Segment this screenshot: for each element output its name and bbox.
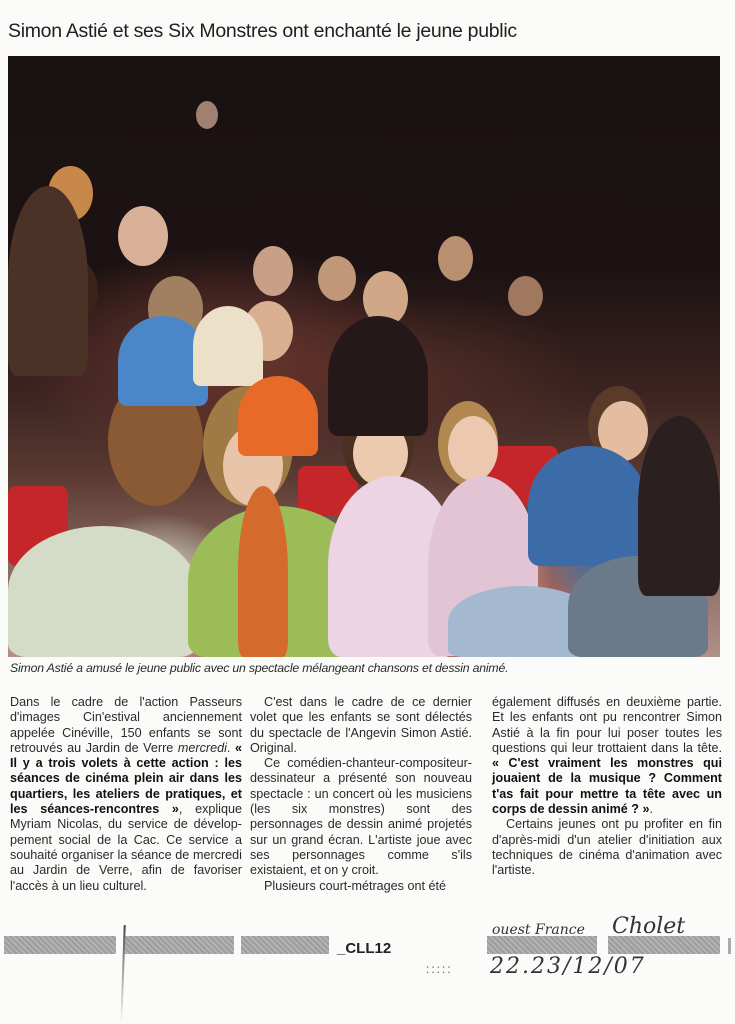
handwritten-source: ouest France xyxy=(492,922,585,938)
page-code: _CLL12 xyxy=(337,940,392,957)
photo-caption: Simon Astié a amusé le jeune public avec un spectacle mélangeant chansons et dessin animé. xyxy=(10,661,509,675)
article-column-2 xyxy=(250,695,472,894)
body-text: . xyxy=(226,740,235,755)
adult-body xyxy=(328,316,428,436)
quote-bold: « Il y a trois volets à cette action : les séances de cinéma plein air dans les quartiers, les ateliers de pratiques, et les séances-rencontres » xyxy=(10,740,242,817)
paragraph: C'est dans le cadre de ce dernier volet que les enfants se sont délectés du spectacle de l'Angevin Simon Astié. Original. xyxy=(250,695,472,755)
article-photo xyxy=(8,56,720,657)
orange-scarf xyxy=(238,486,288,657)
adult-body xyxy=(8,186,88,376)
child-face xyxy=(438,236,473,281)
child-body-white xyxy=(193,306,263,386)
redaction-bar xyxy=(241,936,329,954)
paper-fold-mark xyxy=(120,925,125,1024)
child-face xyxy=(508,276,543,316)
article-column-3 xyxy=(492,695,722,879)
body-text-italic: mercredi xyxy=(177,740,227,755)
body-text: également diffusés en deuxième partie. Et les enfants ont pu rencontrer Simon Astié à la fin pour lui poser toutes les questions qui leur trottaient dans la tête. xyxy=(492,695,722,755)
child-face xyxy=(253,246,293,296)
handwritten-city: Cholet xyxy=(612,914,686,939)
child-body-dark xyxy=(638,416,720,596)
body-text: , explique Myriam Nicolas, du service de développement social de la Cac. Ce service a souhaité organiser la séance de mercredi au Jardin de Verre, afin de favoriser l'accès à un lieu culturel. xyxy=(10,802,242,893)
adult-face xyxy=(196,101,218,129)
article-column-1 xyxy=(10,695,242,894)
paragraph: Ce comédien-chanteur-compositeur-dessinateur a présenté son nouveau spectacle : un concert où les musiciens (les six monstres) sont des personnages de dessin animé projetés sur un grand écran. L'artiste joue avec ses personnages comme s'ils existaient, et on y croit. xyxy=(250,756,472,878)
body-text: . xyxy=(649,802,653,817)
redaction-bar xyxy=(4,936,116,954)
body-text: Dans le cadre de l'action Passeurs d'images Cin'estival anciennement appelée Cinéville, 150 enfants se sont retrouvés au Jardin de Verre xyxy=(10,695,242,755)
quote-bold: « C'est vraiment les monstres qui jouaient de la musique ? Comment t'as fait pour mettre ta tête avec un corps de dessin animé ? » xyxy=(492,756,722,817)
child-body-blue xyxy=(528,446,648,566)
dotted-marker: ::::: xyxy=(426,962,453,976)
edge-mark xyxy=(728,938,731,954)
paragraph: Certains jeunes ont pu profiter en fin d'après-midi d'un atelier d'initiation aux techniques de cinéma d'animation avec l'artiste. xyxy=(492,817,722,878)
headline: Simon Astié et ses Six Monstres ont enchanté le jeune public xyxy=(8,20,517,42)
redaction-bar xyxy=(487,936,597,954)
child-face xyxy=(118,206,168,266)
handwritten-date: 22.23/12/07 xyxy=(490,954,646,979)
redaction-bar xyxy=(124,936,234,954)
paragraph: Plusieurs court-métrages ont été xyxy=(264,878,446,893)
child-body-orange xyxy=(238,376,318,456)
child-body-grey xyxy=(8,526,198,657)
child-face xyxy=(318,256,356,301)
child-face xyxy=(448,416,498,481)
